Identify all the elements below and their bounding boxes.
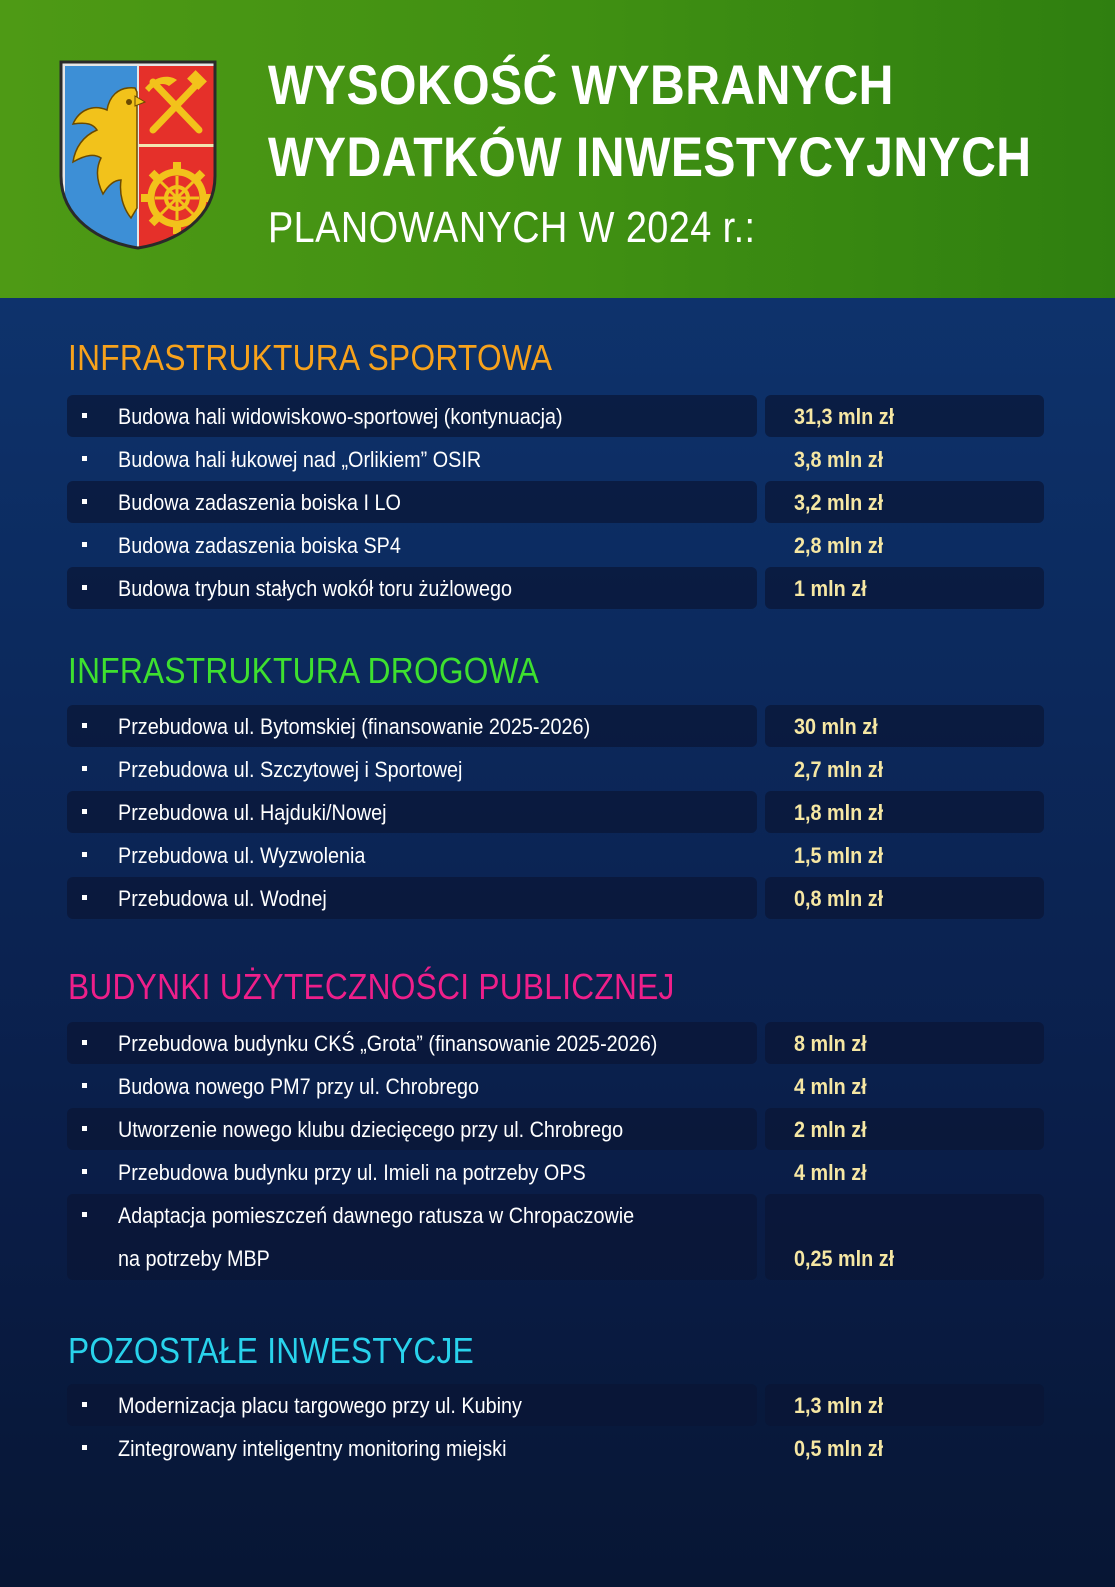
item-label: Budowa zadaszenia boiska SP4 xyxy=(118,533,401,558)
item-label: Przebudowa ul. Wodnej xyxy=(118,886,327,911)
list-item xyxy=(67,395,1044,437)
bullet-icon xyxy=(82,413,87,418)
title-line-2: WYDATKÓW INWESTYCYJNYCH xyxy=(268,125,1032,188)
item-label-line-2: na potrzeby MBP xyxy=(118,1246,270,1271)
bullet-icon xyxy=(82,1040,87,1045)
item-label: Budowa hali łukowej nad „Orlikiem” OSIR xyxy=(118,447,482,472)
bullet-icon xyxy=(82,1445,87,1450)
item-label: Modernizacja placu targowego przy ul. Kubiny xyxy=(118,1393,522,1418)
section-title-public-buildings: BUDYNKI UŻYTECZNOŚCI PUBLICZNEJ xyxy=(68,966,675,1007)
list-item xyxy=(67,1427,1044,1469)
item-value: 0,8 mln zł xyxy=(794,886,884,911)
item-value: 3,8 mln zł xyxy=(794,447,884,472)
item-value: 31,3 mln zł xyxy=(794,404,895,429)
item-label: Budowa nowego PM7 przy ul. Chrobrego xyxy=(118,1074,480,1099)
item-value: 0,5 mln zł xyxy=(794,1436,884,1461)
bullet-icon xyxy=(82,542,87,547)
item-value: 1,8 mln zł xyxy=(794,800,884,825)
section-title-road: INFRASTRUKTURA DROGOWA xyxy=(68,650,540,691)
bullet-icon xyxy=(82,1083,87,1088)
list-item xyxy=(67,748,1044,790)
list-item xyxy=(67,1384,1044,1426)
item-label: Budowa trybun stałych wokół toru żużlowego xyxy=(118,576,513,601)
item-value: 8 mln zł xyxy=(794,1031,867,1056)
bullet-icon xyxy=(82,456,87,461)
title-line-1: WYSOKOŚĆ WYBRANYCH xyxy=(268,53,894,116)
list-item xyxy=(67,1151,1044,1193)
item-value: 4 mln zł xyxy=(794,1074,867,1099)
bullet-icon xyxy=(82,852,87,857)
item-value: 1,3 mln zł xyxy=(794,1393,884,1418)
list-item xyxy=(67,705,1044,747)
item-label: Budowa hali widowiskowo-sportowej (kontynuacja) xyxy=(118,404,563,429)
list-item xyxy=(67,791,1044,833)
header-banner xyxy=(0,0,1115,298)
item-value: 2 mln zł xyxy=(794,1117,867,1142)
item-value: 2,7 mln zł xyxy=(794,757,884,782)
item-label: Przebudowa ul. Bytomskiej (finansowanie 2025-2026) xyxy=(118,714,591,739)
item-label: Przebudowa budynku przy ul. Imieli na potrzeby OPS xyxy=(118,1160,586,1185)
section-title-sport: INFRASTRUKTURA SPORTOWA xyxy=(68,337,553,378)
bullet-icon xyxy=(82,895,87,900)
item-value: 1,5 mln zł xyxy=(794,843,884,868)
list-item xyxy=(67,1022,1044,1064)
list-item xyxy=(67,1194,1044,1280)
bullet-icon xyxy=(82,1169,87,1174)
bullet-icon xyxy=(82,1402,87,1407)
list-item xyxy=(67,567,1044,609)
list-item xyxy=(67,524,1044,566)
item-label: Utworzenie nowego klubu dziecięcego przy ul. Chrobrego xyxy=(118,1117,624,1142)
bullet-icon xyxy=(82,499,87,504)
item-value: 3,2 mln zł xyxy=(794,490,884,515)
item-label: Adaptacja pomieszczeń dawnego ratusza w Chropaczowie xyxy=(118,1203,635,1228)
item-label: Przebudowa budynku CKŚ „Grota” (finansowanie 2025-2026) xyxy=(118,1031,658,1056)
item-value: 0,25 mln zł xyxy=(794,1246,895,1271)
list-item xyxy=(67,1108,1044,1150)
title-line-3: PLANOWANYCH W 2024 r.: xyxy=(268,203,756,252)
bullet-icon xyxy=(82,585,87,590)
bullet-icon xyxy=(82,1212,87,1217)
bullet-icon xyxy=(82,766,87,771)
item-value: 1 mln zł xyxy=(794,576,867,601)
bullet-icon xyxy=(82,1126,87,1131)
list-item xyxy=(67,1065,1044,1107)
city-coat-of-arms-icon xyxy=(57,58,219,250)
list-item xyxy=(67,834,1044,876)
bullet-icon xyxy=(82,809,87,814)
list-item xyxy=(67,438,1044,480)
bullet-icon xyxy=(82,723,87,728)
item-label: Przebudowa ul. Szczytowej i Sportowej xyxy=(118,757,463,782)
item-label: Budowa zadaszenia boiska I LO xyxy=(118,490,401,515)
section-title-other: POZOSTAŁE INWESTYCJE xyxy=(68,1330,475,1371)
item-label: Zintegrowany inteligentny monitoring miejski xyxy=(118,1436,507,1461)
item-label: Przebudowa ul. Wyzwolenia xyxy=(118,843,366,868)
list-item xyxy=(67,877,1044,919)
item-value: 4 mln zł xyxy=(794,1160,867,1185)
item-value: 2,8 mln zł xyxy=(794,533,884,558)
item-label: Przebudowa ul. Hajduki/Nowej xyxy=(118,800,387,825)
list-item xyxy=(67,481,1044,523)
item-value: 30 mln zł xyxy=(794,714,878,739)
